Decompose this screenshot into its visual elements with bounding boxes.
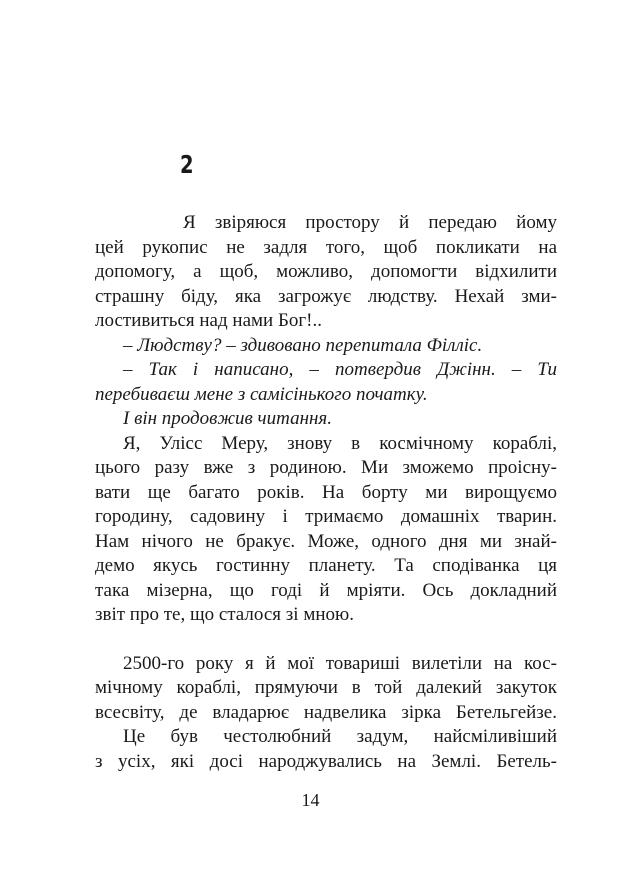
text-line: Я звіряюся простору й передаю йому [183,212,557,233]
text-line: Я, Улісс Меру, знову в космічному кораблі, [123,432,557,454]
text-line: городину, садовину і тримаємо домашніх тварин. [95,506,557,527]
text-line: 2500-го року я й мої товариші вилетіли на кос- [123,652,557,674]
text-line: Нам нічого не бракує. Може, одного дня ми знай- [95,530,557,552]
text-line: Це був честолюбний задум, найсміливіший [123,726,557,747]
dialogue-line: – Так і написано, – потвердив Джінн. – Ти [123,359,557,380]
narration-line: І він продовжив читання. [123,408,333,429]
text-line: з усіх, які досі народжувались на Землі. Бетель- [95,750,557,772]
main-text [95,211,557,774]
text-line: лостивиться над нами Бог!.. [95,310,322,331]
text-line: вати ще багато років. На борту ми вирощуємо [95,481,557,503]
text-line: демо якусь гостинну планету. Та сподіванка ця [95,555,557,576]
text-line: всесвіту, де владарює надвелика зірка Бетельгейзе. [95,701,557,723]
text-line: звіт про те, що сталося зі мною. [95,604,354,625]
text-line: цього разу вже з родиною. Ми зможемо проісну- [95,457,557,478]
chapter-number: 2 [180,150,194,179]
page-number: 14 [301,790,320,810]
text-line: допомогу, а щоб, можливо, допомогти відхилити [95,261,557,282]
text-line: страшну біду, яка загрожує людству. Нехай зми- [95,285,557,307]
text-line: така мізерна, що годі й мріяти. Ось докладний [95,579,557,601]
text-line: мічному кораблі, прямуючи в той далекий закуток [95,677,557,698]
dialogue-line: – Людству? – здивовано перепитала Філліс. [123,334,483,356]
dialogue-line: перебиваєш мене з самісінького початку. [95,383,428,405]
section-break [95,628,557,652]
text-line: цей рукопис не задля того, щоб покликати на [95,236,557,258]
